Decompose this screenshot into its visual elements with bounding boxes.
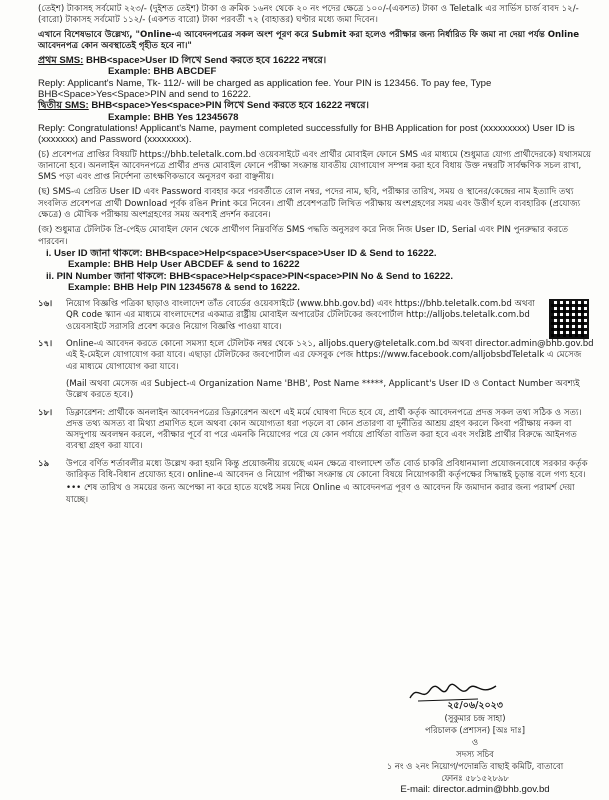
sms1-label: প্রথম SMS: [38, 55, 84, 67]
section-number: ১৮। [38, 407, 53, 418]
section-text: Online-এ আবেদন করতে কোনো সমস্যা হলে টেলিটক নম্বর থেকে ১২১, alljobs.query@teletalk.com.bd অথবা director.admin@bhb.gov.bd এই ই-মেইলে যোগাযোগ করা যাবে। এছাড়া টেলিটকের জবপোর্টাল এর ফেসবুক পেজ https://www.facebook.com/alljobsbdTeletalk এ মেসেজ এর মাধ্যমে যোগাযোগ করা যাবে। [66, 339, 594, 372]
signatory-name: (সুকুমার চন্দ্র সাহা) [444, 713, 506, 723]
section-16 [38, 299, 595, 333]
section-advice [38, 483, 595, 506]
reply1: Reply: Applicant's Name, Tk- 112/- will be charged as application fee. Your PIN is 123456. To pay fee, Type BHB<Space>Yes<Space>PIN and send to 16222. [38, 77, 492, 101]
item-i-example: Example: BHB Help User ABCDEF & send to 16222 [68, 259, 300, 271]
section-text: ডিক্লারেশন: প্রার্থীকে অনলাইন আবেদনপত্রের ডিক্লারেশন অংশে এই মর্মে ঘোষণা দিতে হবে যে, প্রার্থী কর্তৃক আবেদনপত্রে প্রদত্ত সকল তথ্য সঠিক ও সত্য। প্রদত্ত তথ্য অসত্য বা মিথ্যা প্রমাণিত হলে অথবা কোন অযোগ্যতা ধরা পড়লে বা কোন প্রতারণা বা দুর্নীতির আশ্রয় গ্রহণ করলে কিংবা পরীক্ষায় নকল বা অসদুপায় অবলম্বন করলে, পরীক্ষার পূর্বে বা পরে এমনকি নিয়োগের পরে যে কোন পর্যায়ে প্রার্থিতা বাতিল করা হবে এবং সংশ্লিষ্ট প্রার্থীর বিরুদ্ধে আইনগত ব্যবস্থা গ্রহণ করা যাবে। [66, 407, 582, 452]
item-chha: (ছ) SMS-এ প্রেরিত User ID এবং Password ব্যবহার করে পরবর্তীতে রোল নম্বর, পদের নাম, ছবি, পরীক্ষার তারিখ, সময় ও স্থানের/কেন্দ্রের নাম ইত্যাদি তথ্য সংবলিত প্রবেশপত্র প্রার্থী Download পূর্বক রঙিন Print করে নিবেন। প্রার্থী প্রবেশপত্রটি লিখিত পরীক্ষায় অংশগ্রহণের সময় এবং উত্তীর্ণ হলে ব্যবহারিক (প্রযোজ্য ক্ষেত্রে) ও মৌখিক পরীক্ষায় অংশগ্রহণের সময় অবশ্যই প্রদর্শন করবেন। [38, 187, 581, 221]
signature-date: ২৫/০৬/২০২৩ [447, 700, 503, 711]
section-text: ••• শেষ তারিখ ও সময়ের জন্য অপেক্ষা না করে হাতে যথেষ্ট সময় নিয়ে Online এ আবেদনপত্র পূরণ ও আবেদন ফি জমাদান করার জন্য পরামর্শ দেয়া যাচ্ছে। [66, 483, 575, 505]
signature-block [350, 700, 600, 796]
and-text: ও [471, 737, 479, 747]
signatory-designation: পরিচালক (প্রশাসন) [অঃ দাঃ] [425, 725, 525, 735]
section-text: উপরে বর্ণিত শর্তাবলীর মধ্যে উল্লেখ করা হয়নি কিন্তু প্রয়োজনীয় রয়েছে এমন ক্ষেত্রে বাংলাদেশ তাঁত বোর্ড চাকরি প্রবিধানমালা প্রযোজনবোধে সরকার কর্তৃক জারিকৃত বিধি-বিধান প্রযোজ্য হবে। online-এ আবেদন ও নিয়োগ পরীক্ষা সংক্রান্ত যে কোনো বিষয়ে নিয়োগকারী কর্তৃপক্ষের সিদ্ধান্তই চূড়ান্ত বলে গণ্য হবে। [66, 458, 588, 480]
sms2-example: Example: BHB Yes 12345678 [108, 111, 239, 123]
section-text: (Mail অথবা মেসেজ এর Subject-এ Organization Name 'BHB', Post Name *****, Applicant's User ID ও Contact Number অবশ্যই উল্লেখ করতে হবে।) [66, 378, 580, 401]
section-17 [38, 339, 595, 373]
section-number: ১৯ [38, 458, 50, 469]
item-ja: (জ) শুধুমাত্র টেলিটক প্রি-পেইড মোবাইল ফোন থেকে প্রার্থীগণ নিম্নবর্ণিত SMS পদ্ধতি অনুসরণ করে নিজ নিজ User ID, Serial এবং PIN পুনরুদ্ধার করতে পারবেন। [38, 225, 569, 247]
email-address[interactable]: E-mail: director.admin@bhb.gov.bd [400, 784, 550, 795]
sms2-text: BHB<space>Yes<space>PIN লিখে Send করতে হবে 16222 নম্বরে। [91, 100, 369, 112]
sms2-line [38, 100, 595, 111]
item-i: i. User ID জানা থাকলে: BHB<space>Help<space>User<space>User ID & Send to 16222. [46, 247, 437, 259]
sms1-line [38, 55, 595, 66]
section-18 [38, 408, 595, 453]
section-19 [38, 459, 595, 482]
item-ii-example: Example: BHB Help PIN 12345678 & send to 16222. [68, 281, 300, 293]
item-c: (চ) প্রবেশপত্র প্রাপ্তির বিষয়টি https://bhb.teletalk.com.bd ওয়েবসাইটে এবং প্রার্থীর মোবাইল ফোনে SMS এর মাধ্যমে (শুধুমাত্র যোগ্য প্রার্থীদেরকে) যথাসময়ে জানানো হবে। অনলাইন আবেদনপত্রে প্রার্থীর প্রদত্ত মোবাইল ফোনে পরীক্ষা সংক্রান্ত যাবতীয় যোগাযোগ সম্পন্ন করা হবে বিধায় উক্ত নম্বরটি সার্বক্ষণিক সচল রাখা, SMS পড়া এবং প্রাপ্ত নির্দেশনা তাৎক্ষণিকভাবে অনুসরণ করা বাঞ্ছনীয়। [38, 149, 592, 183]
intro-paragraph: (তেইশ) টাকাসহ সর্বমোট ২২৩/- (দুইশত তেইশ) টাকা ও ক্রমিক ১৬নং থেকে ২০ নং পদের ক্ষেত্রে ১০০/-(একশত) টাকা ও Teletalk এর সার্ভিস চার্জ বাবদ ১২/-(বারো) টাকাসহ সর্বমোট ১১২/- (একশত বারো) টাকা পরবর্তী ৭২ (বাহাত্তর) ঘণ্টার মধ্যে জমা দিবেন। [38, 4, 579, 26]
section-text: নিয়োগ বিজ্ঞপ্তি পত্রিকা ছাড়াও বাংলাদেশ তাঁত বোর্ডের ওয়েবসাইটে (www.bhb.gov.bd) এবং https://bhb.teletalk.com.bd অথবা QR code স্ক্যান এর মাধ্যমে বাংলাদেশের একমাত্র রাষ্ট্রীয় মোবাইল অপারেটর টেলিটকের জবপোর্টাল http://alljobs.teletalk.com.bd ওয়েবসাইটে সরাসরি প্রবেশ করেও নিয়োগ বিজ্ঞপ্তি পাওয়া যাবে। [66, 299, 535, 332]
sms1-text: BHB<space>User ID লিখে Send করতে হবে 16222 নম্বরে। [86, 55, 327, 67]
qr-code-icon[interactable] [549, 299, 589, 339]
section-number: ১৭। [38, 339, 53, 350]
item-ii: ii. PIN Number জানা থাকলে: BHB<space>Help<space>PIN<space>PIN No & Send to 16222. [46, 270, 454, 282]
sms2-label: দ্বিতীয় SMS: [38, 100, 89, 112]
sms1-example: Example: BHB ABCDEF [108, 66, 217, 78]
reply2: Reply: Congratulations! Applicant's Name, payment completed successfully for BHB Application for post (xxxxxxxxx) User ID is (xxxxxxx) and Password (xxxxxxxx). [38, 122, 575, 146]
section-number: ১৬। [38, 299, 53, 310]
warning-paragraph: এখানে বিশেষভাবে উল্লেখ্য, "Online-এ আবেদনপত্রের সকল অংশ পূরণ করে Submit করা হলেও পরীক্ষার জন্য নির্ধারিত ফি জমা না দেয়া পর্যন্ত Online আবেদনপত্র কোন অবস্থাতেই গৃহীত হবে না।" [38, 29, 580, 51]
section-note [38, 379, 595, 402]
committee-name: ১ নং ও ২নং নিয়োগ/পদোন্নতি বাছাই কমিটি, বাতাবো [386, 761, 564, 771]
member-secretary: সদস্য সচিব [456, 749, 494, 759]
phone-number: ফোনঃ ৫৮১৫২৮৯৮ [441, 773, 509, 783]
